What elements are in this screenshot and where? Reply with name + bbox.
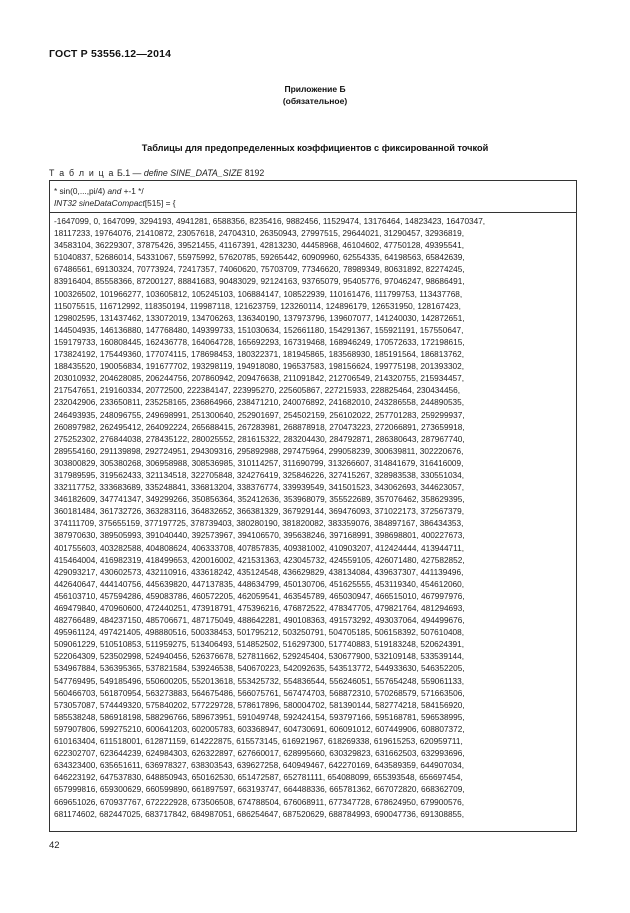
data-line: 401755603, 403282588, 404808624, 406333708, 407857835, 409381002, 410903207, 412424444, 413944711, [54,543,465,553]
data-line: 415464004, 416982319, 418499653, 420016002, 421531363, 423045732, 424559105, 426071480, 427582852, [54,555,465,565]
data-line: 560466703, 561870954, 563273883, 564675486, 566075761, 567474703, 568872310, 570268579, 571663506, [54,688,465,698]
standard-designation: ГОСТ Р 53556.12—2014 [49,48,172,60]
comment-and: and [107,186,122,196]
data-line: 509061229, 510510853, 511959275, 513406493, 514852502, 516297300, 517740883, 519183248, 520624391, [54,640,465,650]
data-line: 203010932, 204628085, 206244756, 207860942, 209476638, 211091842, 212706549, 214320755, 215934457, [54,374,465,384]
data-line: 115075515, 116712992, 118350194, 119987118, 121623759, 123260114, 124896179, 126531950, 128167423, [54,301,461,311]
data-line: 534967884, 536395365, 537821584, 539246538, 540670223, 542092635, 543513772, 544933630, 546352205, [54,664,465,674]
code-table-header [50,181,576,213]
data-line: 289554160, 291139898, 292724951, 294309316, 295892988, 297475964, 299058239, 300639811, 302220676, [54,446,464,456]
data-line: 622302707, 623644239, 624984303, 626322897, 627660017, 628995660, 630329823, 631662503, 632993696, [54,749,465,759]
data-line: 634323400, 635651611, 636978327, 638303543, 639627258, 640949467, 642270169, 643589359, 644907034, [54,761,465,771]
data-line: 83916404, 85558366, 87200127, 88841683, 90483029, 92124163, 93765079, 95405776, 97046247, 98686491, [54,277,465,287]
data-line: 482766489, 484237150, 485706671, 487175049, 488642281, 490108363, 491573292, 493037064, 494499676, [54,616,465,626]
data-line: 188435520, 190056834, 191677702, 193298119, 194918080, 196537583, 198156624, 199775198, 201393302, [54,362,465,372]
code-table [49,180,577,832]
data-line: 429093217, 430602573, 432110916, 433618242, 435124548, 436629829, 438134084, 439637307, 441139496, [54,567,464,577]
data-line: 374111709, 375655159, 377197725, 378739403, 380280190, 381820082, 383359076, 384897167, 386434353, [54,519,464,529]
comment-end: +-1 */ [123,186,144,196]
data-line: 585538248, 586918198, 588296766, 589673951, 591049748, 592424154, 593797166, 595168781, 596538995, [54,712,465,722]
annex-status: (обязательное) [282,96,348,106]
data-line: 646223192, 647537830, 648850943, 650162530, 651472587, 652781111, 654088099, 655393548, 656697454, [54,773,463,783]
data-line: 610163404, 611518001, 612871159, 614222875, 615573145, 616921967, 618269338, 619615253, 620959711, [54,737,463,747]
data-line: 303800829, 305380268, 306958988, 308536985, 310114257, 311690799, 313266607, 314841679, 316416009, [54,458,464,468]
code-comment [54,186,572,198]
data-line: 275252302, 276844038, 278435122, 280025552, 281615322, 283204430, 284792871, 286380643, 287967740, [54,434,465,444]
data-line: 442640647, 444140756, 445639820, 447137835, 448634799, 450130706, 451625555, 453119340, 454612060, [54,579,465,589]
data-line: 34583104, 36229307, 37875426, 39521455, 41167391, 42813230, 44458968, 46104602, 47750128, 49395541, [54,241,464,251]
data-line: 144504935, 146136880, 147768480, 149399733, 151030634, 152661180, 154291367, 155921191, 157550647, [54,325,464,335]
data-line: 495961124, 497421405, 498880516, 500338453, 501795212, 503250791, 504705185, 506158392, 507610408, [54,628,465,638]
comment-start: * sin(0,...,pi/4) [54,186,106,196]
data-line: 129802595, 131437462, 133072019, 134706263, 136340190, 137973796, 139607077, 141240030, 142872651, [54,313,465,323]
data-line: 100326502, 101966277, 103605812, 105245103, 106884147, 108522939, 110161476, 111799753, 113437768, [54,289,463,299]
data-line: 346182609, 347741347, 349299266, 350856364, 352412636, 353968079, 355522689, 357076462, 358629395, [54,495,465,505]
data-line: 522064309, 523502998, 524940456, 526376678, 527811662, 529245404, 530677900, 532109148, 533539144, [54,652,465,662]
data-line: 173824192, 175449360, 177074115, 178698453, 180322371, 181945865, 183568930, 185191564, 186813762, [54,350,465,360]
data-line: 360181484, 361732726, 363283116, 364832652, 366381329, 367929144, 369476093, 371022173, 372567379, [54,507,465,517]
annex-title: Приложение Б [284,84,346,94]
data-line: 260897982, 262495412, 264092224, 265688415, 267283981, 268878918, 270473223, 272066891, 273659918, [54,422,465,432]
data-line: 657999816, 659300629, 660599890, 661897597, 663193747, 664488336, 665781362, 667072820, 668362709, [54,785,465,795]
data-line: 246493935, 248096755, 249698991, 251300640, 252901697, 254502159, 256102022, 257701283, 259299937, [54,410,465,420]
page-number: 42 [49,840,60,851]
table-caption [49,168,264,178]
data-line: 159179733, 160808445, 162436778, 164064728, 165692293, 167319468, 168946249, 170572633, 172198615, [54,337,465,347]
data-line: 469479840, 470960600, 472440251, 473918791, 475396216, 476872522, 478347705, 479821764, 481294693, [54,604,465,613]
data-line: 387970630, 389505993, 391040440, 392573967, 394106570, 395638246, 397168991, 398698801, 400227673, [54,531,465,541]
data-line: 67486561, 69130324, 70773924, 72417357, 74060620, 75703709, 77346620, 78989349, 80631892, 82274245, [54,265,465,275]
declaration-size: [515] = { [144,197,176,208]
data-line: 456103710, 457594286, 459083786, 460572205, 462059541, 463545789, 465030947, 466515010, 467997976, [54,591,465,601]
data-line: 217547651, 219160334, 20772500, 222384147, 223995270, 225605867, 227215933, 228825464, 230434456, [54,386,461,396]
data-line: 597907806, 599275210, 600641203, 602005783, 603368947, 604730691, 606091012, 607449906, 608807372, [54,724,465,734]
table-caption-value: 8192 [244,168,265,178]
table-caption-prefix: Т а б л и ц а [49,168,115,178]
data-line: 51040837, 52686014, 54331067, 55975992, 57620785, 59265442, 60909960, 62554335, 64198563, 65842639, [54,253,465,263]
table-caption-define: define SINE_DATA_SIZE [143,168,243,178]
data-line: 332117752, 333683689, 335248841, 336813204, 338376774, 339939549, 341501523, 343062693, 344623057, [54,483,465,493]
data-line: 232042906, 233650811, 235258165, 236864966, 238471210, 240076892, 241682010, 243286558, 244890535, [54,398,465,408]
data-line: 573057087, 574449320, 575840202, 577229728, 578617896, 580004702, 581390144, 582774218, 584156920, [54,700,465,710]
code-table-body [50,213,576,821]
data-line: 681174602, 682447025, 683717842, 684987051, 686254647, 687520629, 688784993, 690047736, 691308855, [54,809,465,819]
array-declaration [54,198,572,210]
data-line: 669651026, 670937767, 672222928, 673506508, 674788504, 676068911, 677347728, 678624950, 679900576, [54,797,465,807]
data-line: 317989595, 319562433, 321134518, 322705848, 324276419, 325846226, 327415267, 328983538, 330551034, [54,470,465,480]
declaration-type-name: INT32 sineDataCompact [54,197,145,208]
data-line: 547769495, 549185496, 550600205, 552013618, 553425732, 554836544, 556246051, 557654248, 559061133, [54,676,465,686]
data-line: 18117233, 19764076, 21410872, 23057618, 24704310, 26350943, 27997515, 29644021, 31290457, 32936819, [54,229,464,239]
table-caption-number: Б.1 — [117,168,142,178]
data-line: -1647099, 0, 1647099, 3294193, 4941281, 6588356, 8235416, 9882456, 11529474, 13176464, 14823423, 16470347, [54,217,486,226]
section-title: Таблицы для предопределенных коэффициентов с фиксированной точкой [141,143,489,153]
